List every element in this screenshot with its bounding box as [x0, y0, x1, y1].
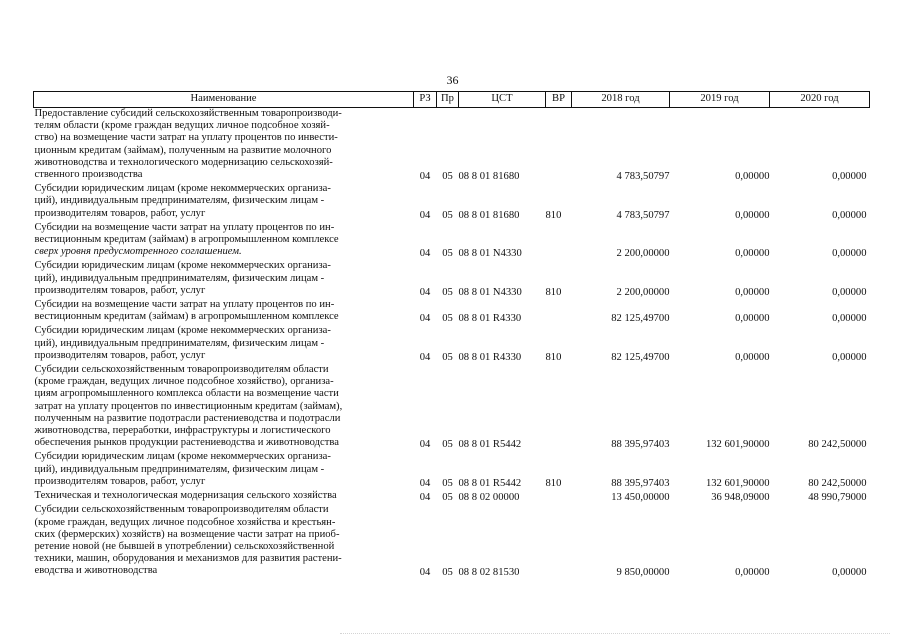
row-rz: 04: [419, 313, 431, 325]
row-name-line: производителям товаров, работ, услуг: [34, 284, 206, 296]
row-amount-2018: 88 395,97403: [611, 477, 670, 489]
row-name-line: техники, машин, оборудования и механизмов для развития растени-: [34, 553, 342, 565]
row-name-line: полученным на развитие подотрасли растениеводства и подотрасли: [34, 412, 341, 424]
row-name: [34, 504, 414, 579]
table-row: [34, 490, 870, 504]
row-rz: 04: [419, 477, 431, 489]
row-pr: 05: [442, 351, 453, 363]
row-name: [34, 260, 414, 299]
row-amount-2020: 0,00000: [832, 171, 867, 183]
row-pr: 05: [442, 171, 453, 183]
table-row: [34, 325, 870, 364]
row-name: [34, 108, 414, 184]
row-amount-2019: 0,00000: [735, 209, 770, 221]
row-rz: 04: [419, 567, 431, 579]
row-name: [34, 490, 414, 504]
row-amount-2020: 0,00000: [832, 286, 867, 298]
row-name-line: Субсидии юридическим лицам (кроме некоммерческих организа-: [34, 183, 331, 195]
page-number: 36: [446, 73, 459, 87]
row-amount-2019: 0,00000: [735, 567, 770, 579]
row-name-line: (кроме граждан, ведущих личное подсобное хозяйство), организа-: [34, 376, 334, 388]
row-amount-2020: 0,00000: [832, 209, 867, 221]
row-cst: 08 8 01 R4330: [458, 351, 522, 363]
row-vr: [546, 364, 572, 451]
row-pr: 05: [442, 248, 453, 260]
row-amount-2020: 48 990,79000: [808, 492, 867, 504]
table-row: [34, 222, 870, 261]
row-cst: 08 8 01 R5442: [458, 477, 522, 489]
row-name-line: (кроме граждан, ведущих личное подсобное хозяйства и крестьян-: [34, 516, 336, 528]
row-amount-2019: 0,00000: [735, 286, 770, 298]
row-amount-2018: 2 200,00000: [616, 286, 670, 298]
row-amount-2020: 0,00000: [832, 567, 867, 579]
row-name-line: ций), индивидуальным предпринимателям, физическим лицам -: [34, 337, 325, 349]
column-header-2020: 2020 год: [770, 92, 870, 108]
row-name-line: ций), индивидуальным предпринимателям, физическим лицам -: [34, 463, 325, 475]
row-name-line: вестиционным кредитам (займам) в агропромышленном комплексе: [34, 234, 339, 246]
row-pr: 05: [442, 567, 453, 579]
row-name-line: ственного производства: [34, 169, 143, 181]
row-rz: 04: [419, 286, 431, 298]
row-vr: [546, 222, 572, 261]
row-amount-2019: 36 948,09000: [711, 492, 770, 504]
row-name-line: ций), индивидуальным предпринимателям, физическим лицам -: [34, 272, 325, 284]
row-name-line: ство) на возмещение части затрат на уплату процентов по инвести-: [34, 132, 338, 144]
table-row: [34, 260, 870, 299]
row-name: [34, 451, 414, 490]
row-amount-2018: 2 200,00000: [616, 248, 670, 260]
row-name-line: обеспечения рынков продукции растениеводства и животноводства: [34, 437, 339, 449]
row-pr: 05: [442, 209, 453, 221]
row-amount-2019: 0,00000: [735, 171, 770, 183]
row-pr: 05: [442, 286, 453, 298]
row-rz: 04: [419, 209, 431, 221]
row-rz: 04: [419, 171, 431, 183]
row-name-line: еводства и животноводства: [34, 565, 158, 577]
row-amount-2020: 80 242,50000: [808, 439, 867, 451]
row-name: [34, 325, 414, 364]
table-row: [34, 299, 870, 325]
column-header-pr: Пр: [437, 92, 459, 108]
row-vr: [546, 108, 572, 184]
row-name-line: Субсидии на возмещение части затрат на уплату процентов по ин-: [34, 221, 335, 233]
row-rz: 04: [419, 351, 431, 363]
row-vr: 810: [545, 286, 562, 298]
table-header-row: [34, 92, 870, 108]
row-name-line: ционным кредитам (займам), полученным на развитие молочного: [34, 144, 332, 156]
row-vr: 810: [545, 351, 562, 363]
row-name: [34, 183, 414, 222]
row-amount-2020: 0,00000: [832, 313, 867, 325]
row-rz: 04: [419, 439, 431, 451]
row-rz: 04: [419, 248, 431, 260]
row-name-line: Субсидии сельскохозяйственным товаропроизводителям области: [34, 364, 329, 376]
row-vr: [546, 299, 572, 325]
row-vr: [546, 490, 572, 504]
row-name-line: вестиционным кредитам (займам) в агропромышленном комплексе: [34, 311, 339, 323]
column-header-2019: 2019 год: [670, 92, 770, 108]
row-cst: 08 8 01 81680: [458, 171, 520, 183]
row-name-line: производителям товаров, работ, услуг: [34, 349, 206, 361]
row-name-line: Субсидии на возмещение части затрат на уплату процентов по ин-: [34, 299, 335, 311]
row-pr: 05: [442, 439, 453, 451]
table-body: [34, 108, 870, 580]
table-row: [34, 504, 870, 579]
column-header-name: Наименование: [34, 92, 414, 108]
row-name-line: животноводства и технологического модернизацию сельскохозяй-: [34, 156, 333, 168]
row-cst: 08 8 02 81530: [458, 567, 520, 579]
row-name-line: Предоставление субсидий сельскохозяйственным товаропроизводи-: [34, 108, 342, 119]
row-amount-2019: 0,00000: [735, 248, 770, 260]
row-name-line: производителям товаров, работ, услуг: [34, 207, 206, 219]
row-name-line: ретение новой (не бывшей в употреблении) сельскохозяйственной: [34, 540, 335, 552]
row-amount-2019: 132 601,90000: [705, 439, 770, 451]
row-name-line: Субсидии юридическим лицам (кроме некоммерческих организа-: [34, 260, 331, 272]
column-header-rz: РЗ: [414, 92, 437, 108]
row-cst: 08 8 02 00000: [458, 492, 520, 504]
row-amount-2020: 80 242,50000: [808, 477, 867, 489]
table-row: [34, 183, 870, 222]
table-row: [34, 451, 870, 490]
row-name-line: телям области (кроме граждан ведущих личное подсобное хозяй-: [34, 120, 330, 132]
row-name: [34, 222, 414, 261]
row-pr: 05: [442, 477, 453, 489]
row-amount-2019: 0,00000: [735, 351, 770, 363]
row-pr: 05: [442, 492, 453, 504]
table-row: [34, 108, 870, 184]
row-name-line: Субсидии юридическим лицам (кроме некоммерческих организа-: [34, 451, 331, 463]
row-name-line: Субсидии сельскохозяйственным товаропроизводителям области: [34, 504, 329, 516]
row-cst: 08 8 01 R5442: [458, 439, 522, 451]
row-amount-2018: 13 450,00000: [611, 492, 670, 504]
row-name-line: Техническая и технологическая модернизация сельского хозяйства: [34, 490, 337, 502]
column-header-cst: ЦСТ: [459, 92, 546, 108]
row-pr: 05: [442, 313, 453, 325]
row-amount-2020: 0,00000: [832, 248, 867, 260]
row-amount-2018: 4 783,50797: [616, 209, 670, 221]
row-name-line: циям агропромышленного комплекса области на возмещение части: [34, 388, 339, 400]
row-name: [34, 364, 414, 451]
row-name-line: Субсидии юридическим лицам (кроме некоммерческих организа-: [34, 325, 331, 337]
row-name-line: сверх уровня предусмотренного соглашением.: [34, 246, 242, 258]
row-name-line: ских (фермерских) хозяйств) на возмещение части затрат на приоб-: [34, 528, 340, 540]
row-cst: 08 8 01 N4330: [458, 248, 522, 260]
row-amount-2018: 9 850,00000: [616, 567, 670, 579]
row-amount-2020: 0,00000: [832, 351, 867, 363]
row-rz: 04: [419, 492, 431, 504]
column-header-2018: 2018 год: [572, 92, 670, 108]
row-amount-2018: 82 125,49700: [611, 351, 670, 363]
row-amount-2019: 0,00000: [735, 313, 770, 325]
row-amount-2018: 88 395,97403: [611, 439, 670, 451]
row-cst: 08 8 01 81680: [458, 209, 520, 221]
scan-noise-divider: [340, 630, 890, 634]
row-vr: 810: [545, 477, 562, 489]
row-amount-2019: 132 601,90000: [705, 477, 770, 489]
row-vr: 810: [545, 209, 562, 221]
budget-table: [33, 91, 870, 580]
row-name-line: производителям товаров, работ, услуг: [34, 475, 206, 487]
row-cst: 08 8 01 N4330: [458, 286, 522, 298]
row-name-line: затрат на уплату процентов по инвестиционным кредитам (займам),: [34, 400, 343, 412]
row-name-line: животноводства, переработки, инфраструктуры и логистического: [34, 425, 331, 437]
row-name: [34, 299, 414, 325]
table-row: [34, 364, 870, 451]
row-amount-2018: 4 783,50797: [616, 171, 670, 183]
row-amount-2018: 82 125,49700: [611, 313, 670, 325]
column-header-vr: ВР: [546, 92, 572, 108]
row-name-line: ций), индивидуальным предпринимателям, физическим лицам -: [34, 195, 325, 207]
row-cst: 08 8 01 R4330: [458, 313, 522, 325]
row-vr: [546, 504, 572, 579]
